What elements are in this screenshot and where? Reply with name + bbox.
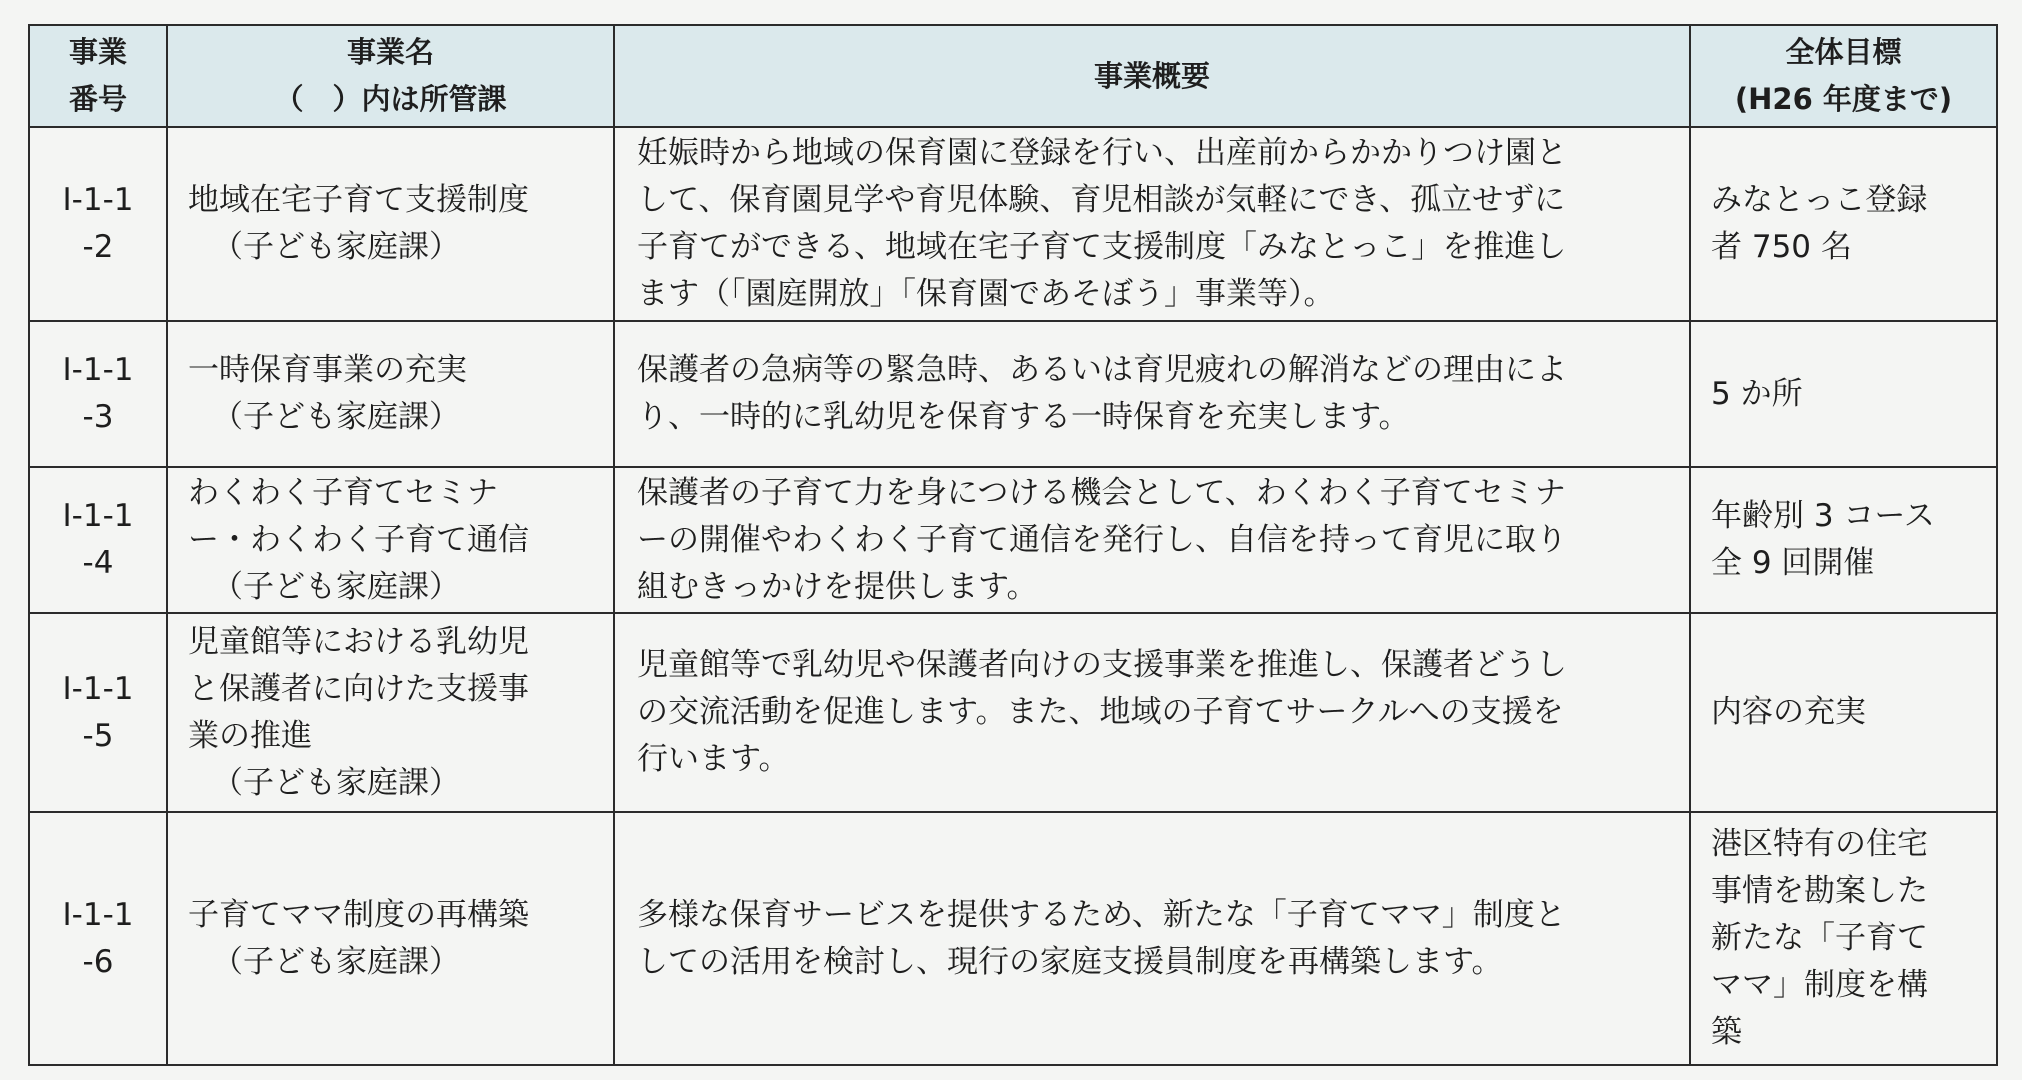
overall-goal-cell: 内容の充実 — [1690, 613, 1997, 812]
department-label: （子ども家庭課） — [212, 568, 460, 605]
project-number-cell: Ⅰ-1-1 -4 — [29, 467, 167, 613]
overall-goal-cell: 年齢別 3 コース 全 9 回開催 — [1690, 467, 1997, 613]
project-name-cell: 地域在宅子育て支援制度 （子ども家庭課） — [167, 127, 614, 321]
table-header-row — [29, 25, 1997, 127]
project-name-cell: 子育てママ制度の再構築 （子ども家庭課） — [167, 812, 614, 1065]
table-row — [29, 467, 1997, 613]
project-summary-cell: 妊娠時から地域の保育園に登録を行い、出産前からかかりつけ園と して、保育園見学や育児体験、育児相談が気軽にでき、孤立せずに 子育てができる、地域在宅子育て支援制度「みなとっこ」を推進し ます（「園庭開放」「保育園であそぼう」事業等）。 — [614, 127, 1690, 321]
overall-goal-cell: 5 か所 — [1690, 321, 1997, 467]
project-number-cell: Ⅰ-1-1 -3 — [29, 321, 167, 467]
project-summary-cell: 保護者の急病等の緊急時、あるいは育児疲れの解消などの理由によ り、一時的に乳幼児を保育する一時保育を充実します。 — [614, 321, 1690, 467]
project-number-cell: Ⅰ-1-1 -2 — [29, 127, 167, 321]
table-row — [29, 321, 1997, 467]
overall-goal-cell: 港区特有の住宅 事情を勘案した 新たな「子育て ママ」制度を構 築 — [1690, 812, 1997, 1065]
department-label: （子ども家庭課） — [212, 399, 460, 435]
project-name-cell: 一時保育事業の充実 （子ども家庭課） — [167, 321, 614, 467]
header-project-name: 事業名 （ ）内は所管課 — [167, 25, 614, 127]
department-label: （子ども家庭課） — [212, 943, 460, 980]
department-label: （子ども家庭課） — [212, 764, 460, 801]
project-name-cell: 児童館等における乳幼児 と保護者に向けた支援事 業の推進 （子ども家庭課） — [167, 613, 614, 812]
table-row — [29, 613, 1997, 812]
table-row — [29, 127, 1997, 321]
header-project-summary: 事業概要 — [614, 25, 1690, 127]
project-summary-cell: 児童館等で乳幼児や保護者向けの支援事業を推進し、保護者どうし の交流活動を促進します。また、地域の子育てサークルへの支援を 行います。 — [614, 613, 1690, 812]
project-name-cell: わくわく子育てセミナ ー・わくわく子育て通信 （子ども家庭課） — [167, 467, 614, 613]
project-number-cell: Ⅰ-1-1 -5 — [29, 613, 167, 812]
project-summary-cell: 多様な保育サービスを提供するため、新たな「子育てママ」制度と しての活用を検討し、現行の家庭支援員制度を再構築します。 — [614, 812, 1690, 1065]
department-label: （子ども家庭課） — [212, 229, 460, 265]
header-overall-goal: 全体目標 (H26 年度まで) — [1690, 25, 1997, 127]
project-table — [28, 24, 1998, 1066]
table-row — [29, 812, 1997, 1065]
project-number-cell: Ⅰ-1-1 -6 — [29, 812, 167, 1065]
overall-goal-cell: みなとっこ登録 者 750 名 — [1690, 127, 1997, 321]
header-project-number: 事業 番号 — [29, 25, 167, 127]
project-summary-cell: 保護者の子育て力を身につける機会として、わくわく子育てセミナ ーの開催やわくわく子育て通信を発行し、自信を持って育児に取り 組むきっかけを提供します。 — [614, 467, 1690, 613]
